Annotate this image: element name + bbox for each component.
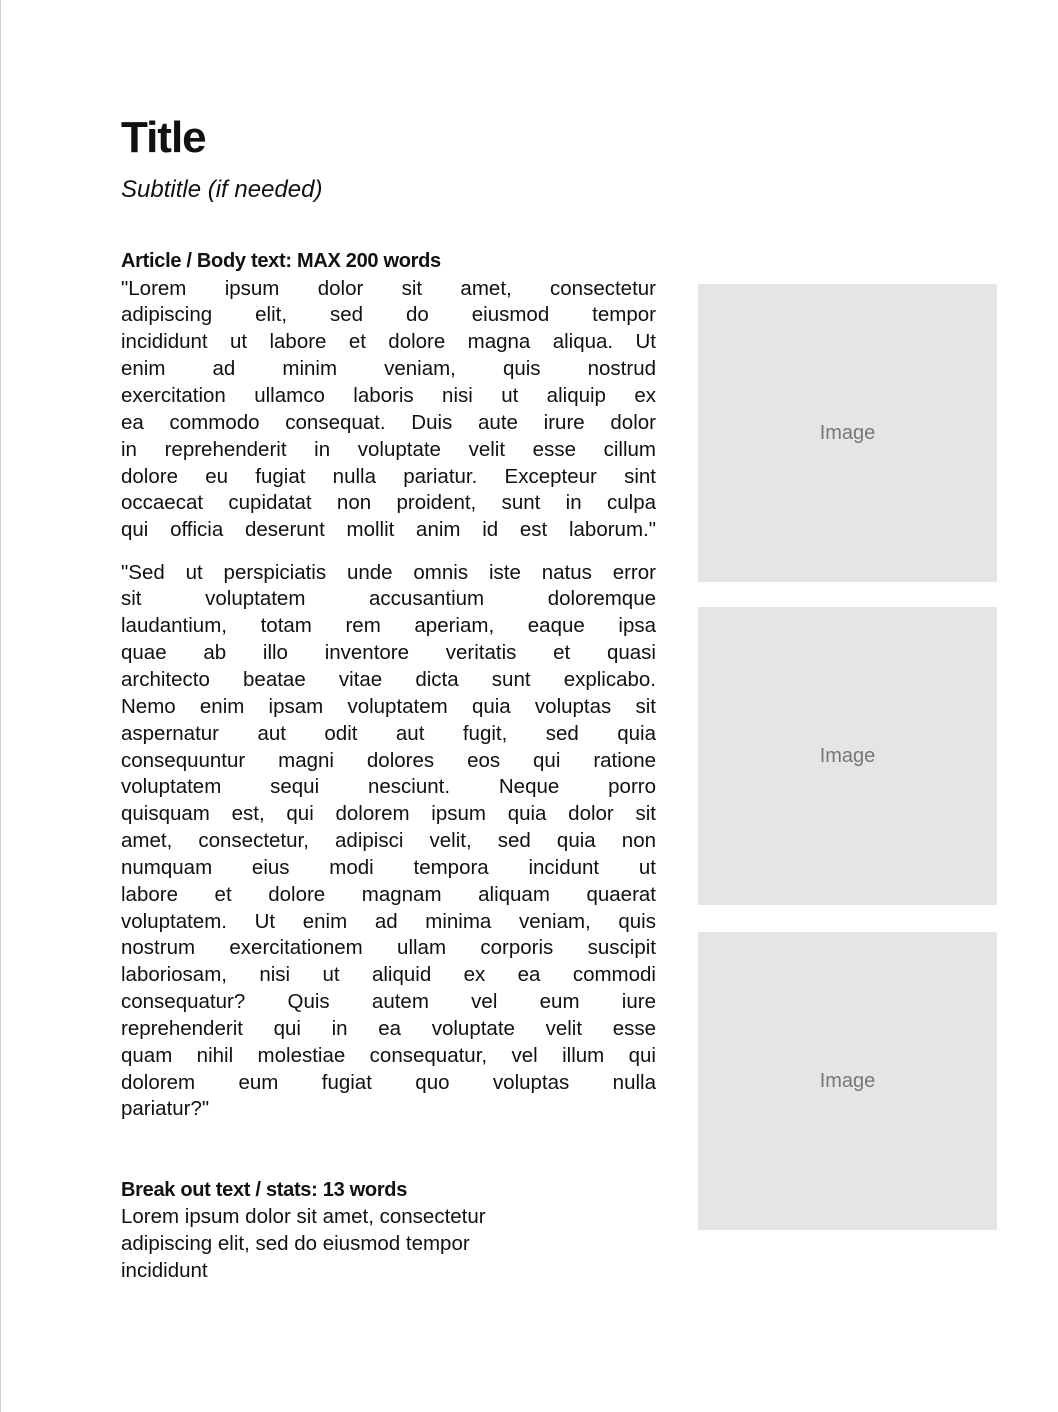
text-line: reprehenderit qui in ea voluptate velit esse bbox=[121, 1016, 656, 1040]
article-heading: Article / Body text: MAX 200 words bbox=[121, 250, 441, 272]
text-line: labore et dolore magnam aliquam quaerat bbox=[121, 882, 656, 906]
text-line: numquam eius modi tempora incidunt ut bbox=[121, 855, 656, 879]
text-line: adipiscing elit, sed do eiusmod tempor bbox=[121, 1231, 470, 1255]
image-placeholder-3: Image bbox=[698, 932, 997, 1230]
text-line: nostrum exercitationem ullam corporis suscipit bbox=[121, 936, 656, 960]
text-line: laudantium, totam rem aperiam, eaque ipsa bbox=[121, 614, 656, 638]
text-line: Lorem ipsum dolor sit amet, consectetur bbox=[121, 1205, 486, 1228]
text-line: quam nihil molestiae consequatur, vel illum qui bbox=[121, 1043, 656, 1067]
text-line: enim ad minim veniam, quis nostrud bbox=[121, 357, 656, 381]
text-line: ea commodo consequat. Duis aute irure dolor bbox=[121, 410, 656, 434]
text-line: laboriosam, nisi ut aliquid ex ea commodi bbox=[121, 963, 656, 987]
text-line: "Lorem ipsum dolor sit amet, consectetur bbox=[121, 276, 656, 300]
text-line: pariatur?" bbox=[121, 1097, 210, 1121]
image-placeholder-1: Image bbox=[698, 284, 997, 582]
text-line: exercitation ullamco laboris nisi ut aliquip ex bbox=[121, 383, 656, 407]
text-line: "Sed ut perspiciatis unde omnis iste natus error bbox=[121, 560, 656, 584]
breakout-text bbox=[121, 1204, 486, 1285]
text-line: qui officia deserunt mollit anim id est laborum." bbox=[121, 518, 656, 542]
text-line: adipiscing elit, sed do eiusmod tempor bbox=[121, 303, 656, 327]
text-line: incididunt ut labore et dolore magna aliqua. Ut bbox=[121, 330, 656, 354]
text-line: dolore eu fugiat nulla pariatur. Excepteur sint bbox=[121, 464, 656, 488]
breakout-heading: Break out text / stats: 13 words bbox=[121, 1179, 408, 1201]
article-paragraph-1 bbox=[121, 276, 656, 544]
text-line: consequatur? Quis autem vel eum iure bbox=[121, 990, 656, 1014]
text-line: voluptatem sequi nesciunt. Neque porro bbox=[121, 775, 656, 799]
text-line: consequuntur magni dolores eos qui ratione bbox=[121, 748, 656, 772]
text-line: incididunt bbox=[121, 1258, 208, 1282]
page-subtitle: Subtitle (if needed) bbox=[121, 176, 323, 203]
text-line: voluptatem. Ut enim ad minima veniam, quis bbox=[121, 909, 656, 933]
text-line: Nemo enim ipsam voluptatem quia voluptas sit bbox=[121, 694, 656, 718]
text-line: dolorem eum fugiat quo voluptas nulla bbox=[121, 1070, 656, 1094]
text-line: sit voluptatem accusantium doloremque bbox=[121, 587, 656, 611]
image-placeholder-2: Image bbox=[698, 607, 997, 905]
text-line: quae ab illo inventore veritatis et quasi bbox=[121, 641, 656, 665]
article-paragraph-2 bbox=[121, 560, 656, 1124]
text-line: in reprehenderit in voluptate velit esse cillum bbox=[121, 437, 656, 461]
text-line: occaecat cupidatat non proident, sunt in culpa bbox=[121, 491, 656, 515]
page-title: Title bbox=[121, 113, 206, 162]
page-edge bbox=[0, 0, 1, 1412]
text-line: amet, consectetur, adipisci velit, sed quia non bbox=[121, 829, 656, 853]
text-line: aspernatur aut odit aut fugit, sed quia bbox=[121, 721, 656, 745]
text-line: architecto beatae vitae dicta sunt explicabo. bbox=[121, 667, 656, 691]
text-line: quisquam est, qui dolorem ipsum quia dolor sit bbox=[121, 802, 656, 826]
